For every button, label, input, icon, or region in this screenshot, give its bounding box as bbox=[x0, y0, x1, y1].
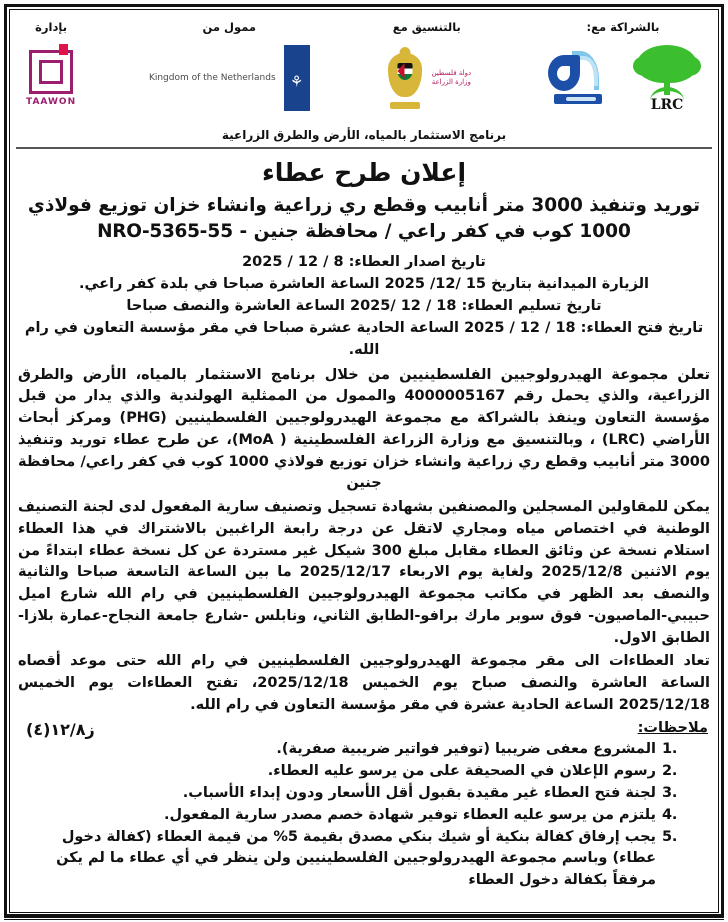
eagle-of-saladin-icon bbox=[382, 47, 428, 109]
netherlands-crest-icon bbox=[284, 45, 310, 111]
netherlands-logo bbox=[149, 42, 310, 114]
netherlands-lion-icon: ⚘ bbox=[289, 72, 304, 91]
note-text: يلتزم من يرسو عليه العطاء توفير شهادة خصم مصدر سارية المفعول. bbox=[164, 807, 656, 824]
note-item bbox=[22, 739, 686, 760]
notes-title: ملاحظات: bbox=[637, 719, 708, 736]
body-text-block bbox=[14, 365, 714, 717]
note-item bbox=[22, 783, 686, 804]
program-subtitle: برنامج الاستثمار بالمياه، الأرض والطرق الزراعية bbox=[221, 128, 507, 142]
logo-caption-funded-by: ممول من bbox=[202, 20, 257, 34]
key-dates-block bbox=[14, 251, 714, 361]
logo-column-in-partnership-with bbox=[544, 20, 702, 114]
logo-column-administered-by bbox=[26, 20, 76, 114]
note-number: 4. bbox=[662, 807, 678, 824]
note-number: 5. bbox=[662, 829, 678, 846]
document-content bbox=[14, 14, 714, 908]
note-item bbox=[22, 805, 686, 826]
note-item bbox=[22, 761, 686, 782]
date-site-visit: الزيارة الميدانية بتاريخ 15 /12/ 2025 الساعة العاشرة صباحا في بلدة كفر راعي. bbox=[79, 275, 649, 292]
note-item bbox=[22, 827, 686, 890]
pwa-water-drop-logo bbox=[544, 49, 606, 107]
logo-column-in-coordination-with bbox=[382, 20, 471, 114]
date-submission: تاريخ تسليم العطاء: 18 / 12 /2025 الساعة العاشرة والنصف صباحا bbox=[126, 297, 602, 314]
note-text: المشروع معفى ضريبيا (توفير فواتير ضريبية صفرية). bbox=[276, 740, 656, 757]
note-number: 2. bbox=[662, 762, 678, 779]
paragraph-eligibility: يمكن للمقاولين المسجلين والمصنفين بشهادة تسجيل وتصنيف سارية المفعول لدى لجنة التصنيف الوطنية في اختصاص مياه ومجاري لاتقل عن درجة رابعة الراغبين بالاشتراك في هذا العطاء استلام نسخة عن وثائق العطاء مقابل مبلغ 300 شيكل غير مستردة عن كل نسخة عطاء ابتداءً من يوم الاثنين 2025/12/8 ولغاية يوم الاربعاء 2025/12/17 ما بين الساعة التاسعة صباحا والثانية والنصف بعد الظهر في مكاتب مجموعة الهيدرولوجيين الفلسطينيين في رام الله شارع اميل حبيبي-الماصيون- فوق سوبر مارك برافو-الطابق الثاني، ونابلس -شارع جامعة النجاح-عمارة بلازا- الطابق الاول. bbox=[18, 499, 711, 646]
date-opening: تاريخ فتح العطاء: 18 / 12 / 2025 الساعة الحادية عشرة صباحا في مقر مؤسسة التعاون في رام الله. bbox=[24, 319, 704, 358]
lrc-wordmark: LRC bbox=[650, 97, 684, 113]
footer-divider bbox=[0, 914, 728, 920]
note-text: رسوم الإعلان في الصحيفة على من يرسو عليه العطاء. bbox=[267, 762, 656, 779]
taawon-mark-icon bbox=[29, 50, 73, 94]
paragraph-announcement: تعلن مجموعة الهيدرولوجيين الفلسطينيين من خلال برنامج الاستثمار بالمياه، الأرض والطرق الزراعية، والذي يحمل رقم 4000005167 والممول من الممثلية الهولندية والذي يدار من قبل مؤسسة التعاون وينفذ بالشراكة مع مجموعة الهيدرولوجيين الفلسطينيين (PHG) ومركز أبحاث الأراضي (LRC) ، وبالتنسيق مع وزارة الزراعة الفلسطينية ( MoA)، عن طرح عطاء توريد وتنفيذ 3000 متر أنابيب وقطع ري زراعية وانشاء خزان توزيع فولاذي 1000 كوب في كفر راعي/ محافظة جنين bbox=[18, 366, 711, 492]
lrc-tree-logo bbox=[632, 45, 702, 111]
partners-logo-strip bbox=[14, 14, 714, 126]
note-text: يجب إرفاق كفالة بنكية أو شيك بنكي مصدق بقيمة 5% من قيمة العطاء (كفالة دخول عطاء) وباسم مجموعة الهيدرولوجيين الفلسطينيين ولن ينظر في أي عطاء ما لم يكن مرفقاً بكفالة دخول العطاء bbox=[56, 829, 656, 888]
note-number: 3. bbox=[662, 785, 678, 801]
logo-column-funded-by bbox=[149, 20, 310, 114]
state-of-palestine-label: دولة فلسطين bbox=[431, 68, 472, 77]
notes-list bbox=[14, 739, 714, 891]
reference-code: ز١٢/٨(٤) bbox=[26, 719, 95, 739]
logo-caption-in-partnership-with: بالشراكة مع: bbox=[586, 20, 660, 34]
taawon-wordmark: TAAWON bbox=[26, 96, 77, 107]
note-number: 1. bbox=[662, 740, 678, 757]
header-divider bbox=[16, 147, 712, 149]
page-title: إعلان طرح عطاء bbox=[261, 158, 467, 187]
tender-subject: توريد وتنفيذ 3000 متر أنابيب وقطع ري زراعية وانشاء خزان توزيع فولاذي 1000 كوب في كفر راعي / محافظة جنين - 55-NRO-5365 bbox=[27, 195, 701, 243]
taawon-logo bbox=[26, 42, 76, 114]
paragraph-return-and-opening: تعاد العطاءات الى مقر مجموعة الهيدرولوجيين الفلسطينيين في رام الله حتى موعد أقصاه الساعة العاشرة والنصف صباح يوم الخميس 2025/12/18، تفتح العطاءات يوم الخميس 2025/12/18 الساعة الحادية عشرة في مقر مؤسسة التعاون في رام الله. bbox=[18, 653, 710, 713]
palestine-ministry-of-agriculture-logo bbox=[382, 42, 471, 114]
notes-header-row bbox=[14, 720, 714, 739]
netherlands-wordmark: Kingdom of the Netherlands bbox=[148, 73, 276, 83]
logo-caption-administered-by: بإدارة bbox=[35, 20, 68, 34]
note-text: لجنة فتح العطاء غير مقيدة بقبول أقل الأسعار ودون إبداء الأسباب. bbox=[182, 785, 656, 801]
logo-caption-in-coordination-with: بالتنسيق مع bbox=[392, 20, 461, 34]
ministry-of-agriculture-label: وزارة الزراعة bbox=[431, 78, 471, 86]
date-issue: تاريخ اصدار العطاء: 8 / 12 / 2025 bbox=[242, 253, 486, 270]
